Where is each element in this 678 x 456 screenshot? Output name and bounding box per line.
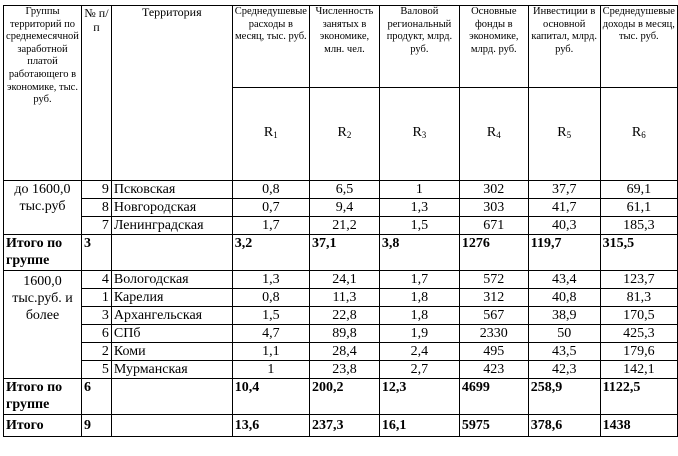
symbol-r6: $R_6$	[600, 88, 677, 181]
total-r6: 1122,5	[600, 379, 677, 415]
cell-r5: 42,3	[528, 361, 600, 379]
data-table	[3, 5, 678, 437]
cell-r2: 6,5	[309, 181, 379, 199]
table-row	[4, 361, 678, 379]
row-number: 4	[81, 271, 111, 289]
symbol-r3: $R_3$	[379, 88, 459, 181]
group-total-count: 6	[81, 379, 111, 415]
total-r2: 200,2	[309, 379, 379, 415]
cell-r6: 170,5	[600, 307, 677, 325]
group-label-2: 1600,0 тыс.руб. и более	[4, 271, 82, 379]
symbol-r2: $R_2$	[309, 88, 379, 181]
header-number: № п/п	[81, 6, 111, 181]
cell-r3: 1,9	[379, 325, 459, 343]
grand-total-r1: 13,6	[232, 415, 309, 437]
cell-r3: 1	[379, 181, 459, 199]
cell-r5: 50	[528, 325, 600, 343]
cell-r4: 671	[459, 217, 528, 235]
grand-total-r6: 1438	[600, 415, 677, 437]
cell-r1: 1,3	[232, 271, 309, 289]
table-row	[4, 217, 678, 235]
grand-total-row	[4, 415, 678, 437]
cell-r2: 28,4	[309, 343, 379, 361]
cell-r4: 572	[459, 271, 528, 289]
header-group: Группы территорий по среднемесячной заработной платой работающего в экономике, тыс. руб.	[4, 6, 82, 181]
row-number: 6	[81, 325, 111, 343]
row-territory: Новгородская	[111, 199, 232, 217]
table-row	[4, 289, 678, 307]
grand-total-empty	[111, 415, 232, 437]
cell-r6: 81,3	[600, 289, 677, 307]
row-territory: Архангельская	[111, 307, 232, 325]
cell-r4: 302	[459, 181, 528, 199]
cell-r4: 495	[459, 343, 528, 361]
table-row	[4, 343, 678, 361]
group-label-1: до 1600,0 тыс.руб	[4, 181, 82, 235]
row-number: 7	[81, 217, 111, 235]
table-row	[4, 271, 678, 289]
table-body	[4, 6, 678, 437]
cell-r1: 1,5	[232, 307, 309, 325]
cell-r1: 0,8	[232, 289, 309, 307]
symbol-r1: $R_1$	[232, 88, 309, 181]
total-r5: 258,9	[528, 379, 600, 415]
cell-r3: 1,8	[379, 289, 459, 307]
cell-r1: 1	[232, 361, 309, 379]
group-total-row	[4, 235, 678, 271]
total-r3: 3,8	[379, 235, 459, 271]
cell-r1: 1,7	[232, 217, 309, 235]
cell-r2: 89,8	[309, 325, 379, 343]
cell-r5: 40,3	[528, 217, 600, 235]
cell-r2: 9,4	[309, 199, 379, 217]
cell-r6: 142,1	[600, 361, 677, 379]
row-territory: Ленинградская	[111, 217, 232, 235]
cell-r3: 1,8	[379, 307, 459, 325]
cell-r5: 40,8	[528, 289, 600, 307]
cell-r6: 123,7	[600, 271, 677, 289]
cell-r4: 2330	[459, 325, 528, 343]
cell-r2: 22,8	[309, 307, 379, 325]
total-r4: 4699	[459, 379, 528, 415]
header-territory: Территория	[111, 6, 232, 181]
cell-r6: 179,6	[600, 343, 677, 361]
cell-r4: 423	[459, 361, 528, 379]
group-total-row	[4, 379, 678, 415]
header-c1: Среднедушевые расходы в месяц, тыс. руб.	[232, 6, 309, 88]
grand-total-r3: 16,1	[379, 415, 459, 437]
grand-total-label: Итого	[4, 415, 82, 437]
table-row	[4, 307, 678, 325]
total-r3: 12,3	[379, 379, 459, 415]
cell-r5: 43,5	[528, 343, 600, 361]
row-territory: Коми	[111, 343, 232, 361]
cell-r5: 38,9	[528, 307, 600, 325]
cell-r4: 303	[459, 199, 528, 217]
total-r6: 315,5	[600, 235, 677, 271]
cell-r6: 185,3	[600, 217, 677, 235]
group-total-empty	[111, 235, 232, 271]
total-r1: 10,4	[232, 379, 309, 415]
table-row	[4, 199, 678, 217]
symbol-r4: $R_4$	[459, 88, 528, 181]
row-territory: Вологодская	[111, 271, 232, 289]
header-c2: Численность занятых в экономике, млн. чел.	[309, 6, 379, 88]
cell-r6: 425,3	[600, 325, 677, 343]
group-total-empty	[111, 379, 232, 415]
cell-r6: 61,1	[600, 199, 677, 217]
row-territory: Псковская	[111, 181, 232, 199]
table-row	[4, 181, 678, 199]
cell-r3: 1,7	[379, 271, 459, 289]
total-r1: 3,2	[232, 235, 309, 271]
header-c4: Основные фонды в экономике, млрд. руб.	[459, 6, 528, 88]
table-row	[4, 325, 678, 343]
cell-r1: 0,7	[232, 199, 309, 217]
cell-r2: 11,3	[309, 289, 379, 307]
total-r5: 119,7	[528, 235, 600, 271]
cell-r2: 24,1	[309, 271, 379, 289]
cell-r3: 2,4	[379, 343, 459, 361]
cell-r1: 1,1	[232, 343, 309, 361]
cell-r3: 2,7	[379, 361, 459, 379]
symbol-r5: $R_5$	[528, 88, 600, 181]
row-number: 3	[81, 307, 111, 325]
cell-r3: 1,3	[379, 199, 459, 217]
cell-r1: 0,8	[232, 181, 309, 199]
cell-r2: 23,8	[309, 361, 379, 379]
cell-r6: 69,1	[600, 181, 677, 199]
header-row	[4, 6, 678, 88]
cell-r3: 1,5	[379, 217, 459, 235]
cell-r5: 41,7	[528, 199, 600, 217]
header-c5: Инвестиции в основной капитал, млрд. руб.	[528, 6, 600, 88]
row-number: 1	[81, 289, 111, 307]
row-territory: Карелия	[111, 289, 232, 307]
total-r2: 37,1	[309, 235, 379, 271]
header-c3: Валовой региональный продукт, млрд. руб.	[379, 6, 459, 88]
cell-r4: 567	[459, 307, 528, 325]
row-territory: СПб	[111, 325, 232, 343]
row-number: 9	[81, 181, 111, 199]
grand-total-r5: 378,6	[528, 415, 600, 437]
group-total-count: 3	[81, 235, 111, 271]
cell-r4: 312	[459, 289, 528, 307]
group-total-label: Итого по группе	[4, 235, 82, 271]
group-total-label: Итого по группе	[4, 379, 82, 415]
row-territory: Мурманская	[111, 361, 232, 379]
cell-r1: 4,7	[232, 325, 309, 343]
row-number: 5	[81, 361, 111, 379]
cell-r5: 37,7	[528, 181, 600, 199]
row-number: 2	[81, 343, 111, 361]
grand-total-count: 9	[81, 415, 111, 437]
cell-r2: 21,2	[309, 217, 379, 235]
cell-r5: 43,4	[528, 271, 600, 289]
grand-total-r4: 5975	[459, 415, 528, 437]
grand-total-r2: 237,3	[309, 415, 379, 437]
header-c6: Среднедушевые доходы в месяц, тыс. руб.	[600, 6, 677, 88]
total-r4: 1276	[459, 235, 528, 271]
row-number: 8	[81, 199, 111, 217]
